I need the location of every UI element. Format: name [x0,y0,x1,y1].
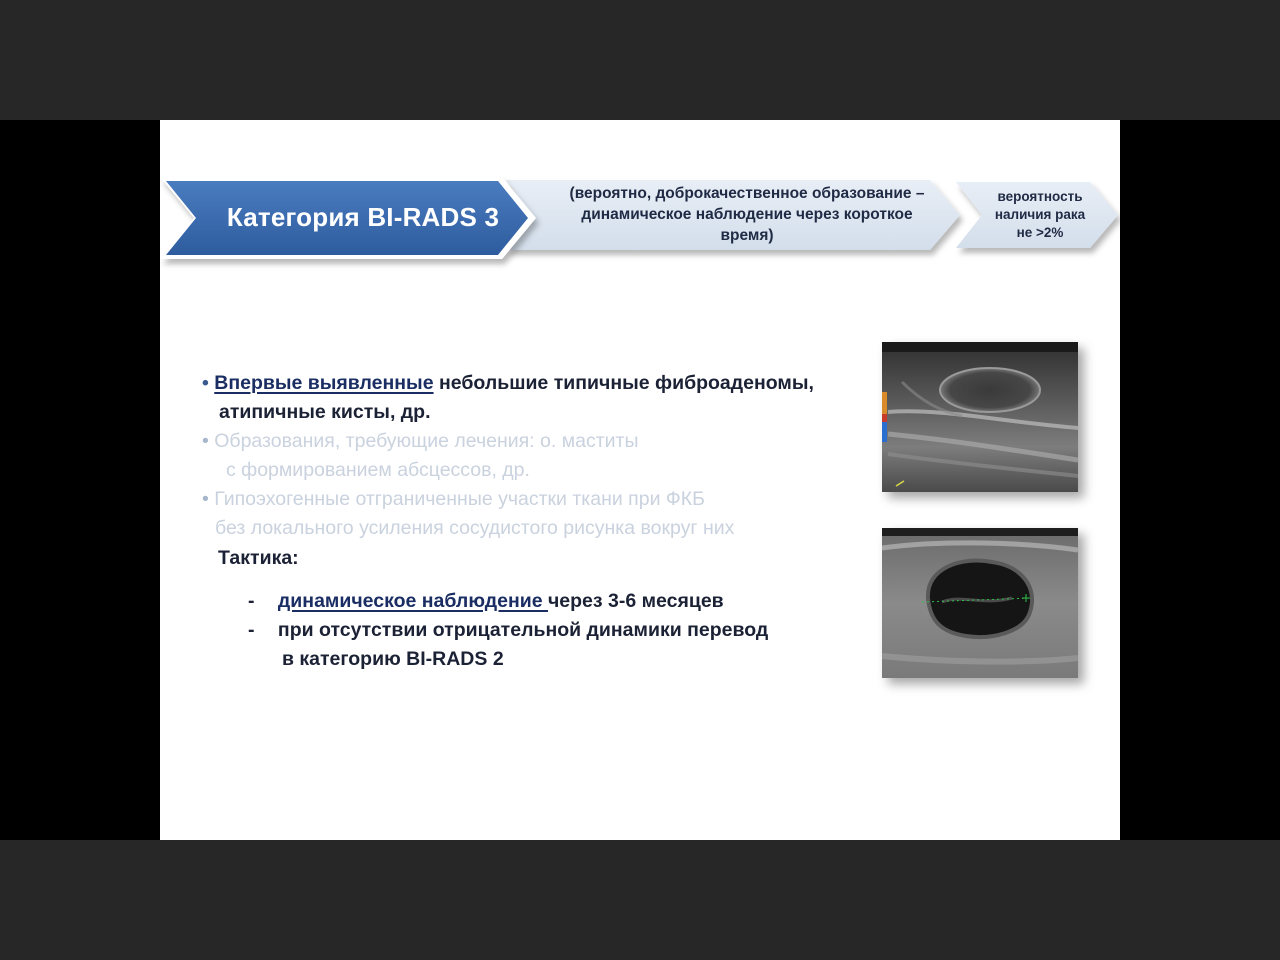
bullet-2-text: Образования, требующие лечения: о. маститы [214,430,639,452]
tactics-item-1-dash: - [248,590,255,612]
bullet-1-emphasis: Впервые выявленные [214,372,434,394]
bullet-3-line-1 [202,488,705,511]
bullet-1-line-2: атипичные кисты, др. [219,401,431,423]
tactics-item-2-line-1: при отсутствии отрицательной динамики перевод [277,619,769,641]
slide-title: Категория BI-RADS 3 [226,202,500,232]
bullet-2-line-2: с формированием абсцессов, др. [226,459,530,481]
bullet-1-marker: • [202,372,209,394]
bottom-letterbox-bar [0,840,1280,960]
bullet-2-marker: • [202,430,209,452]
cancer-probability [978,188,1102,242]
slide-body [160,120,880,840]
bullet-3-marker: • [202,488,209,510]
tactics-item-2-line-2: в категорию BI-RADS 2 [282,648,504,670]
description-line-3: время) [720,227,774,244]
ultrasound-image-2 [882,528,1078,678]
bullet-2-line-1 [202,430,638,453]
probability-line-1: вероятность [997,189,1083,204]
bullet-3-line-2: без локального усиления сосудистого рисунка вокруг них [215,517,735,539]
bullet-1-line-1 [202,372,814,395]
description-line-2: динамическое наблюдение через короткое [581,206,913,223]
top-letterbox-bar [0,0,1280,120]
tactics-item-2-dash: - [248,619,255,641]
tactics-item-1-emphasis: динамическое наблюдение [277,590,548,612]
tactics-heading: Тактика: [218,547,299,569]
tactics-item-2 [248,619,768,642]
probability-line-2: наличия рака [994,207,1086,222]
tactics-item-1-text: через 3-6 месяцев [547,590,724,612]
bullet-3-text: Гипоэхогенные отграниченные участки ткани при ФКБ [214,488,705,510]
tactics-item-1 [248,590,724,613]
presentation-slide [160,120,1120,840]
description-line-1: (вероятно, доброкачественное образование – [569,185,925,202]
bullet-1-text: небольшие типичные фиброаденомы, [433,372,814,394]
probability-line-3: не >2% [1016,225,1064,240]
right-letterbox [1120,120,1280,840]
ultrasound-image-1 [882,342,1078,492]
left-letterbox [0,120,160,840]
